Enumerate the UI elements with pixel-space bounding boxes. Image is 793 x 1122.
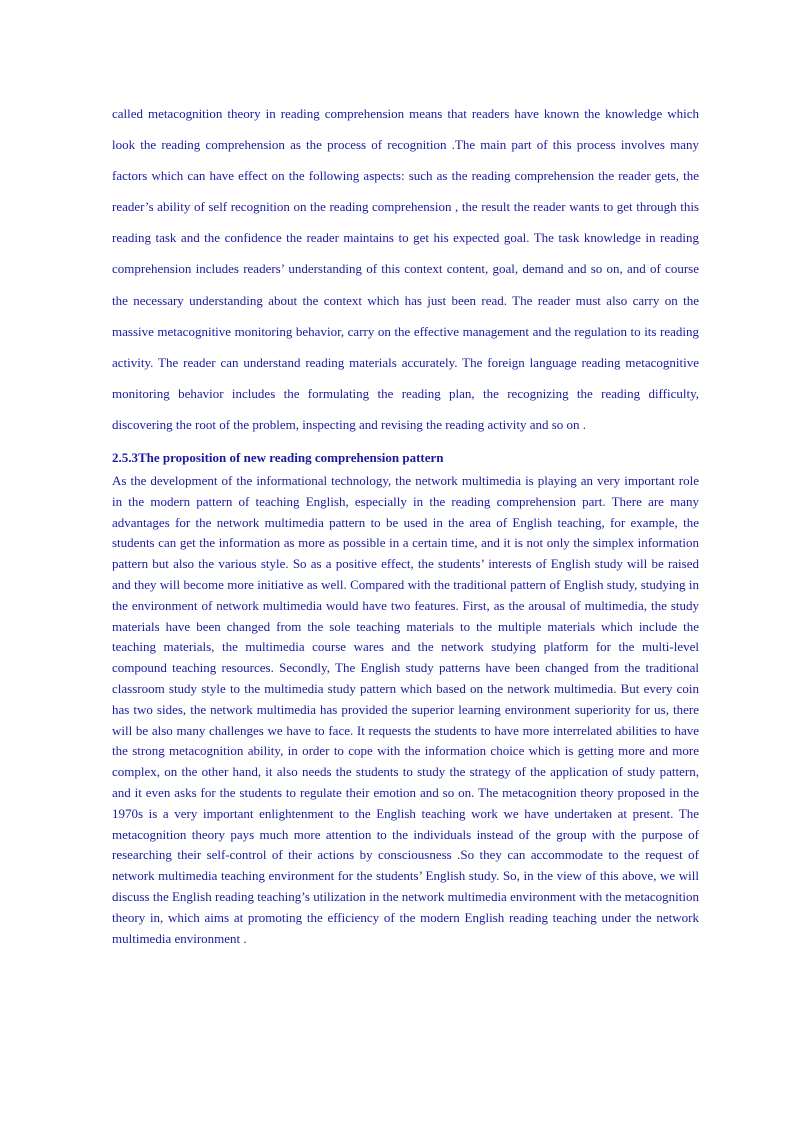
body-paragraph: As the development of the informational technology, the network multimedia is playing an very important role in the modern pattern of teaching English, especially in the reading comprehension part. There are many advantages for the network multimedia pattern to be used in the area of English teaching, for example, the students can get the information as more as possible in a certain time, and it is not only the simplex information pattern but also the various style. So as a positive effect, the students’ interests of English study will be raised and they will become more initiative as well. Compared with the traditional pattern of English study, studying in the environment of network multimedia would have two features. First, as the arousal of multimedia, the study materials have been changed from the sole teaching materials to the multiple materials which include the teaching materials, the multimedia course wares and the network studying platform for the multi-level compound teaching resources. Secondly, The English study patterns have been changed from the traditional classroom study style to the multimedia study pattern which based on the network multimedia. But every coin has two sides, the network multimedia has provided the superior learning environment superiority for us, there will be also many challenges we have to face. It requests the students to have more interrelated abilities to have the strong metacognition ability, in order to cope with the information choice which is getting more and more complex, on the other hand, it also needs the students to study the strategy of the application of study pattern, and it even asks for the students to regulate their emotion and so on. The metacognition theory proposed in the 1970s is a very important enlightenment to the English teaching work we have undertaken at present. The metacognition theory pays much more attention to the individuals instead of the group with the purpose of researching their self-control of their actions by consciousness .So they can accommodate to the request of network multimedia teaching environment for the students’ English study. So, in the view of this above, we will discuss the English reading teaching’s utilization in the network multimedia environment with the metacognition theory in, which aims at promoting the efficiency of the modern English reading teaching under the network multimedia environment . [112,473,699,946]
body-paragraph: called metacognition theory in reading comprehension means that readers have known the knowledge which look the reading comprehension as the process of recognition .The main part of this process involves many factors which can have effect on the following aspects: such as the reading comprehension the reader gets, the reader’s ability of self recognition on the reading comprehension , the result the reader wants to get through this reading task and the confidence the reader maintains to get his expected goal. The task knowledge in reading comprehension includes readers’ understanding of this context content, goal, demand and so on, and of course the necessary understanding about the context which has just been read. The reader must also carry on the massive metacognitive monitoring behavior, carry on the effective management and the regulation to its reading activity. The reader can understand reading materials accurately. The foreign language reading metacognitive monitoring behavior includes the formulating the reading plan, the recognizing the reading difficulty, discovering the root of the problem, inspecting and revising the reading activity and so on . [112,106,699,432]
section-heading: 2.5.3The proposition of new reading comprehension pattern [112,450,444,466]
document-page [112,98,699,949]
